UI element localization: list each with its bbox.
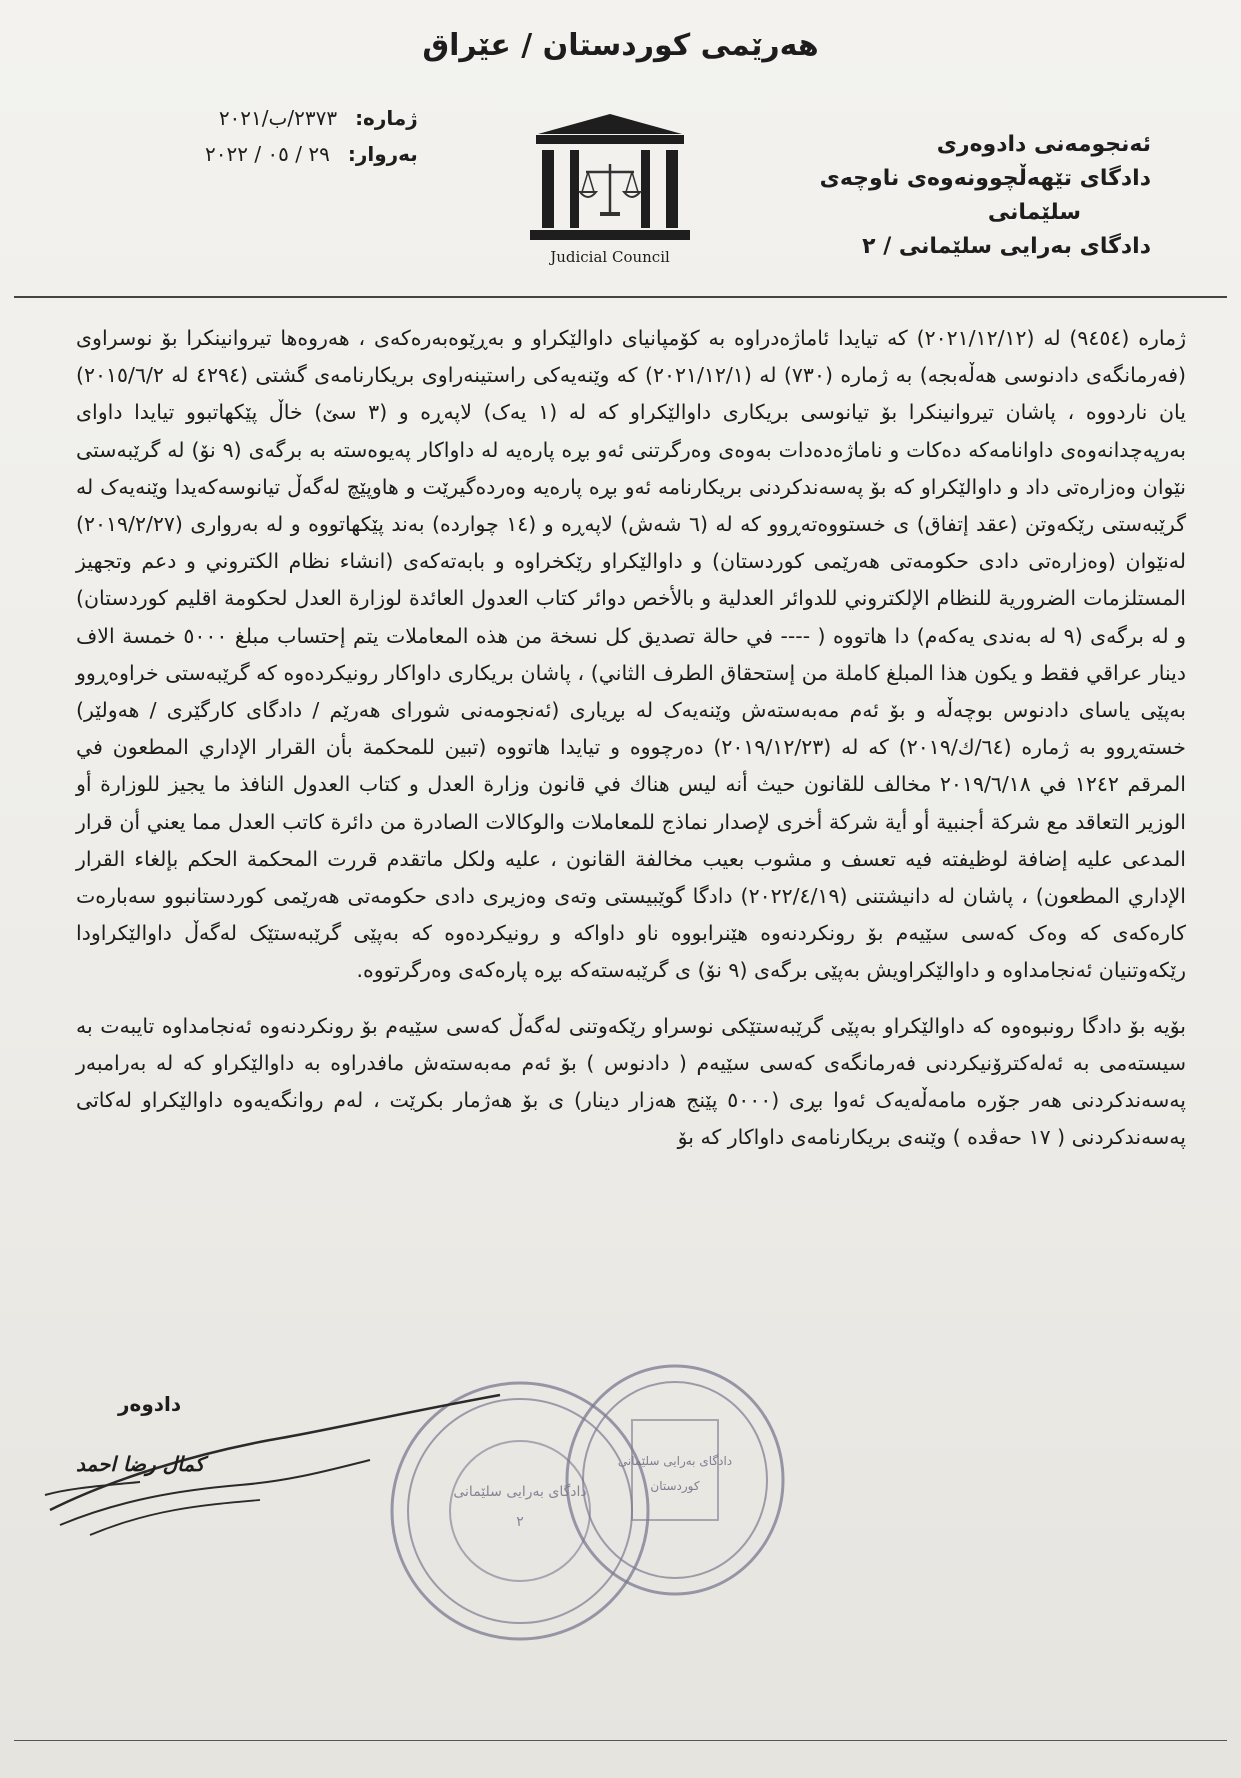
judge-name: کمال رضا احمد xyxy=(76,1452,205,1476)
judge-title: دادوەر xyxy=(118,1392,182,1416)
courthouse-icon xyxy=(520,108,700,248)
court-header xyxy=(731,128,1151,264)
reference-block xyxy=(205,106,418,178)
seal-text: ٢ xyxy=(516,1514,524,1530)
region-title: هەرێمی کوردستان / عێراق xyxy=(422,28,819,63)
court-line: ئەنجومەنی دادوەری xyxy=(936,132,1151,157)
seal-text: کوردستان xyxy=(650,1479,700,1493)
court-line: سلێمانی xyxy=(987,200,1081,226)
header-divider xyxy=(14,296,1227,298)
date-value: ٢٩ / ٠٥ / ٢٠٢٢ xyxy=(205,142,330,166)
court-line: دادگای تێهەڵچوونەوەی ناوچەی xyxy=(819,166,1151,192)
reference-date xyxy=(205,142,418,166)
document-body xyxy=(76,320,1186,1156)
body-paragraph: بۆیە بۆ دادگا رونبوەوە کە داوالێکراو بەپێی گرێبەستێکی نوسراو رێکەوتنی لەگەڵ کەسی سێیەم بۆ رونکردنەوە ئەنجامداوە تایبەت بە سیستەمی بە ئەلەکترۆنیکردنی فەرمانگەی کەسی سێیەم ( دادنوس ) بۆ ئەم مەبەستەش مافدراوە بە داوالێکراو کە لە بەرامبەر پەسەندکردنی هەر جۆرە مامەڵەیەک ئەوا بڕی (٥٠٠٠ پێنج هەزار دینار) ی بۆ هەژمار بکرێت ، لەم روانگەیەوە داوالێکراو لەکاتی پەسەندکردنی ( ١٧ حەڤدە ) وێنەی بریکارنامەی داواکار کە بۆ xyxy=(76,1013,1186,1150)
number-value: ٢٣٧٣/ب/٢٠٢١ xyxy=(218,106,338,130)
footer-divider xyxy=(14,1740,1227,1741)
date-label: بەروار: xyxy=(347,142,418,166)
court-seal-stamp xyxy=(560,1360,790,1600)
reference-number xyxy=(205,106,418,130)
court-line: دادگای بەرایی سلێمانی / ٢ xyxy=(862,234,1151,260)
seal-text: دادگای بەرایی سلێمانی xyxy=(453,1484,587,1500)
judicial-council-logo xyxy=(520,108,700,270)
number-label: ژمارە: xyxy=(355,106,418,130)
seal-text: دادگای بەرایی سلێمانی xyxy=(617,1454,733,1468)
body-paragraph: ژمارە (٩٤٥٤) لە (٢٠٢١/١٢/١٢) کە تیایدا ئاماژەدراوە بە کۆمپانیای داوالێکراو و بەڕێوەبەرەکەی ، هەروەها تیروانینکرا بۆ نوسراوی (فەرمانگەی دادنوسی هەڵەبجە) بە ژمارە (٧٣٠) لە (٢٠٢١/١٢/١) کە وێنەیەکی راستینەراوی بریکارنامەی گشتی (٤٢٩٤ لە ٢٠١٥/٦/٢) یان ناردووە ، پاشان تیروانینکرا بۆ تیانوسی بریکاری داوالێکراو کە لە (١ یەک) لاپەڕە و (٣ سێ) خاڵ پێکهاتبوو تیایدا داوای بەرپەچدانەوەی داوانامەکە دەکات و ناماژەدەدات بەوەی وەرگرتنی ئەو بڕە پارەیە لە داواکار پەیوەستە بە برگەی (٩ نۆ) لە گرێبەستی نێوان وەزارەتی داد و داوالێکراو کە بۆ پەسەندکردنی بریکارنامە ئەو بڕە پارەیە وەردەگیرێت و هاوپێچ لەگەڵ تیانوسەکەیدا وێنەیەک لە گرێبەستی رێکەوتن (عقد إتفاق) ی خستووەتەڕوو کە لە (٦ شەش) لاپەڕە و (١٤ چواردە) بەند پێکهاتووە و لە بەرواری (٢٠١٩/٢/٢٧) لەنێوان (وەزارەتی دادی حکومەتی هەرێمی کوردستان) و داوالێکراو رێکخراوە و بابەتەکەی (انشاء نظام الكتروني و دعم وتجهيز المستلزمات الضرورية للنظام الإلكتروني للدوائر العدلية و بالأخص دوائر كتاب العدول العائدة لوزارة العدل لحكومة اقليم كوردستان) و لە برگەی (٩ لە بەندی یەکەم) دا هاتووە ( ---- في حالة تصديق كل نسخة من هذه المعاملات يتم إحتساب مبلغ ٥٠٠٠ خمسة الاف دينار عراقي فقط و يكون هذا المبلغ كاملة من إستحقاق الطرف الثاني) ، پاشان بریکاری داواکار رونیکردەوە کە گرێبەستی خراوەڕوو بەپێی یاسای دادنوس بوچەڵە و بۆ ئەم مەبەستەش وێنەیەک لە بڕیاری (ئەنجومەنی شورای هەرێم / دادگای کارگێری / هەولێر) خستەڕوو بە ژمارە (٦٤/ك/٢٠١٩) کە لە (٢٠١٩/١٢/٢٣) دەرچووە و تیایدا هاتووە (تبين للمحكمة بأن القرار الإداري المطعون في المرقم ١٢٤٢ في ٢٠١٩/٦/١٨ مخالف للقانون حيث أنه ليس هناك في قانون وزارة العدل و كتاب العدول النافذ ما يجيز للوزارة أو الوزير التعاقد مع شركة أجنبية أو أية شركة أخرى لإصدار نماذج للمعاملات والوكالات الصادرة من دائرة كاتب العدل مما يعني أن قرار المدعى عليه إضافة لوظيفته فيه تعسف و مشوب بعيب مخالفة القانون ، عليه ولكل ماتقدم قررت المحكمة الحكم بإلغاء القرار الإداري المطعون) ، پاشان لە دانیشتنی (٢٠٢٢/٤/١٩) دادگا گوێبیستی وتەی وەزیری دادی حکومەتی هەرێمی کوردستانبوو سەبارەت کارەکەی کە وەک کەسی سێیەم بۆ رونکردنەوە هێنرابووە ناو داواکە و رونیکردەوە کە بەپێی گرێبەستێک لەگەڵ داوالێکراودا رێکەوتنیان ئەنجامداوە و داوالێکراویش بەپێی برگەی (٩ نۆ) ی گرێبەستەکە بڕە پارەکەی وەرگرتووە. xyxy=(76,326,1187,983)
logo-caption: Judicial Council xyxy=(550,248,670,266)
